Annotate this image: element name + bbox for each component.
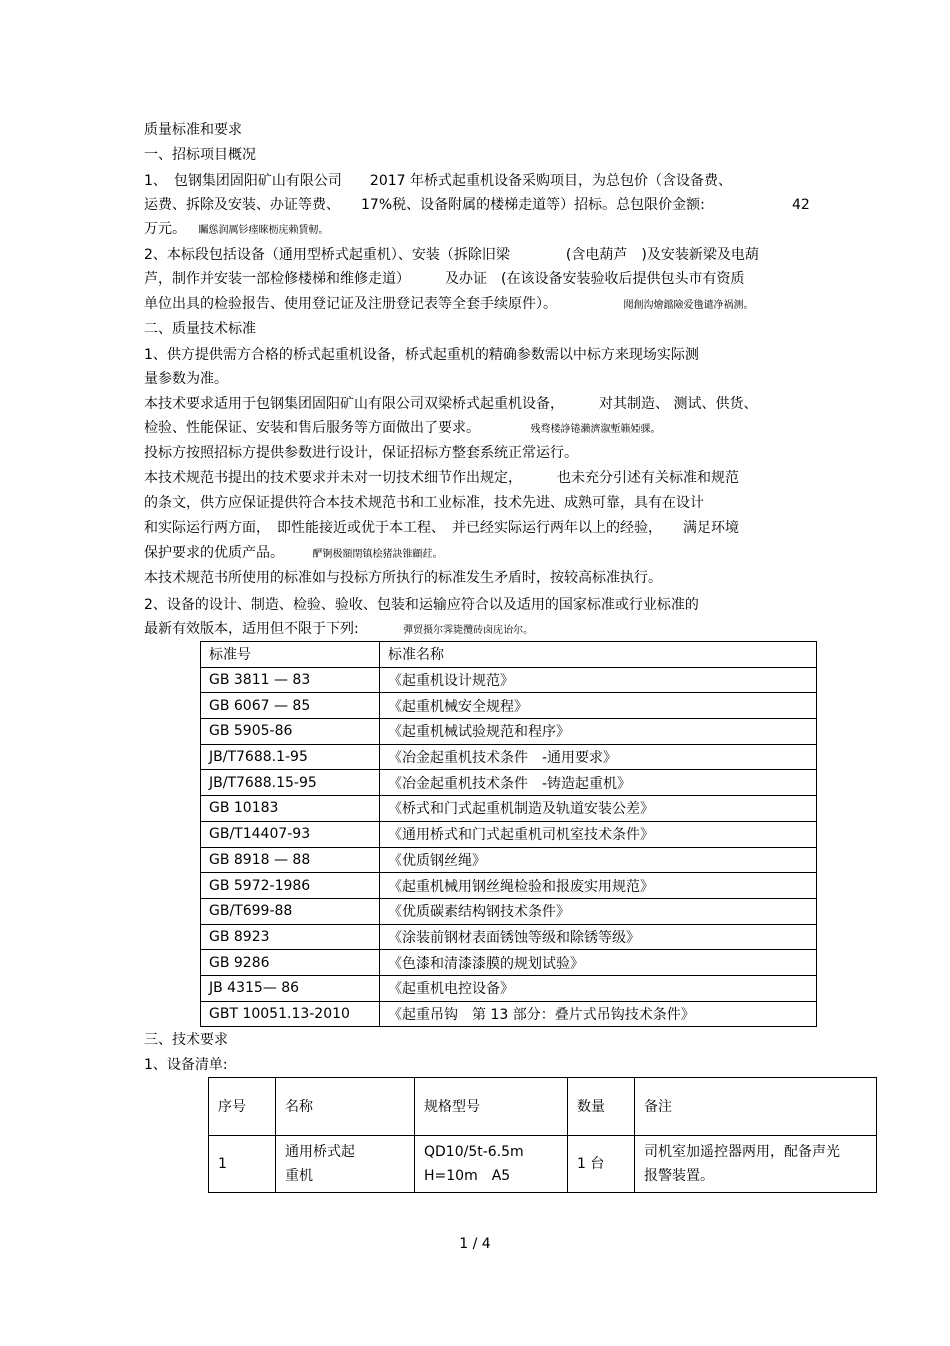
standard-name: 《桥式和门式起重机制造及轨道安装公差》	[380, 796, 817, 822]
standard-number: GBT 10051.13-2010	[201, 1001, 380, 1027]
standards-table	[200, 641, 817, 1027]
section1-p2-line2: 芦，制作并安装一部检修楼梯和维修走道） 及办证 (在该设备安装验收后提供包头市有资质	[144, 271, 745, 287]
table-row	[201, 847, 817, 873]
equipment-header-no: 序号	[209, 1078, 276, 1136]
equipment-name-line2: 重机	[285, 1168, 313, 1184]
section1-p1-line2-text: 运费、拆除及安装、办证等费、 17%税、设备附属的楼梯走道等）招标。总包限价金额:	[144, 197, 705, 213]
table-row	[201, 924, 817, 950]
section2-p6-line1: 2、设备的设计、制造、检验、验收、包装和运输应符合以及适用的国家标准或行业标准的	[144, 597, 699, 613]
section2-heading: 二、质量技术标准	[144, 321, 256, 337]
equipment-note-line2: 报警装置。	[644, 1168, 714, 1184]
equipment-spec	[415, 1136, 568, 1193]
table-row	[201, 744, 817, 770]
section2-p1-line2: 量参数为准。	[144, 371, 228, 387]
section2-p1-line1: 1、供方提供需方合格的桥式起重机设备，桥式起重机的精确参数需以中标方来现场实际测	[144, 347, 699, 363]
section1-p2-line3	[144, 295, 753, 315]
equipment-header-name: 名称	[276, 1078, 415, 1136]
table-row	[209, 1136, 877, 1193]
section1-p1-line1: 1、 包钢集团固阳矿山有限公司 2017 年桥式起重机设备采购项目，为总包价（含设备费、	[144, 173, 732, 189]
standard-number: JB/T7688.1-95	[201, 744, 380, 770]
standard-number: GB/T699-88	[201, 898, 380, 924]
section3-sub1: 1、设备清单:	[144, 1057, 228, 1073]
table-row	[201, 898, 817, 924]
document-title: 质量标准和要求	[144, 122, 242, 138]
section1-heading: 一、招标项目概况	[144, 147, 256, 163]
section1-p2-line3-text: 单位出具的检验报告、使用登记证及注册登记表等全套手续原件）。	[144, 296, 557, 312]
table-row	[201, 950, 817, 976]
section1-amount: 42	[792, 197, 810, 213]
section2-p6-line2	[144, 620, 533, 640]
standard-number: GB 8918 — 88	[201, 847, 380, 873]
section1-p1-line3-text: 万元。	[144, 221, 186, 237]
equipment-name-line1: 通用桥式起	[285, 1144, 355, 1160]
standard-number: GB 5972-1986	[201, 873, 380, 899]
section2-p2-garble: 残骛楼諍锩瀨濟溆塹籟婭骒。	[530, 424, 661, 435]
section1-p2-line1: 2、本标段包括设备（通用型桥式起重机）、安装（拆除旧梁 (含电葫芦 )及安装新梁及电葫	[144, 247, 759, 263]
section2-p4-line4-text: 保护要求的优质产品。	[144, 545, 284, 561]
equipment-table	[208, 1077, 877, 1193]
standard-name: 《起重机械用钢丝绳检验和报废实用规范》	[380, 873, 817, 899]
standard-name: 《冶金起重机技术条件 -铸造起重机》	[380, 770, 817, 796]
section3-heading: 三、技术要求	[144, 1032, 228, 1048]
equipment-qty: 1 台	[568, 1136, 635, 1193]
section2-p4-line1: 本技术规范书提出的技术要求并未对一切技术细节作出规定， 也未充分引述有关标准和规范	[144, 470, 739, 486]
section1-p2-garble: 聞創沟燴鐺險爱氇谴净祸测。	[623, 300, 754, 311]
standards-header-number: 标准号	[201, 642, 380, 668]
section2-p6-line2-text: 最新有效版本，适用但不限于下列:	[144, 621, 359, 637]
table-row	[201, 796, 817, 822]
equipment-header-row	[209, 1078, 877, 1136]
standard-number: GB 8923	[201, 924, 380, 950]
section2-p4-garble: 酽锕极額閉镇桧猪訣锥顧荭。	[312, 549, 443, 560]
table-row	[201, 667, 817, 693]
section2-p2-line2	[144, 419, 660, 439]
table-row	[201, 975, 817, 1001]
equipment-spec-line1: QD10/5t-6.5m	[424, 1144, 524, 1160]
standard-number: GB 10183	[201, 796, 380, 822]
standard-number: GB/T14407-93	[201, 821, 380, 847]
equipment-header-qty: 数量	[568, 1078, 635, 1136]
section1-p1-line3	[144, 220, 328, 240]
standard-name: 《色漆和清漆漆膜的规划试验》	[380, 950, 817, 976]
table-row	[201, 770, 817, 796]
standards-header-name: 标准名称	[380, 642, 817, 668]
section2-p4-line2: 的条文，供方应保证提供符合本技术规范书和工业标准，技术先进、成熟可靠，具有在设计	[144, 495, 704, 511]
section1-p1-line2	[144, 196, 705, 214]
section2-p5: 本技术规范书所使用的标准如与投标方所执行的标准发生矛盾时，按较高标准执行。	[144, 570, 662, 586]
table-row	[201, 1001, 817, 1027]
standards-header-row	[201, 642, 817, 668]
section1-p1-garble: 矚慫润厲钐瘗睞枥庑赖賃軔。	[198, 225, 329, 236]
standard-number: GB 5905-86	[201, 719, 380, 745]
standard-number: GB 3811 — 83	[201, 667, 380, 693]
section2-p4-line4	[144, 544, 442, 564]
standard-name: 《起重机械安全规程》	[380, 693, 817, 719]
equipment-note-line1: 司机室加遥控器两用，配备声光	[644, 1144, 840, 1160]
equipment-header-note: 备注	[635, 1078, 877, 1136]
standard-name: 《起重机设计规范》	[380, 667, 817, 693]
equipment-spec-line2: H=10m A5	[424, 1168, 511, 1184]
section2-p3: 投标方按照招标方提供参数进行设计，保证招标方整套系统正常运行。	[144, 445, 578, 461]
standard-name: 《涂装前钢材表面锈蚀等级和除锈等级》	[380, 924, 817, 950]
page-number: 1 / 4	[459, 1236, 491, 1252]
equipment-header-spec: 规格型号	[415, 1078, 568, 1136]
section2-p4-line3: 和实际运行两方面， 即性能接近或优于本工程、 并已经实际运行两年以上的经验， 满足环境	[144, 520, 739, 536]
standard-number: GB 9286	[201, 950, 380, 976]
table-row	[201, 693, 817, 719]
equipment-no: 1	[209, 1136, 276, 1193]
standard-number: JB 4315— 86	[201, 975, 380, 1001]
standard-name: 《优质碳素结构钢技术条件》	[380, 898, 817, 924]
section2-p2-line1: 本技术要求适用于包钢集团固阳矿山有限公司双梁桥式起重机设备， 对其制造、 测试、供货、	[144, 396, 758, 412]
section2-p6-garble: 彈贸摄尔霁毙攬砖卤庑诒尔。	[403, 625, 534, 636]
standard-number: JB/T7688.15-95	[201, 770, 380, 796]
table-row	[201, 821, 817, 847]
equipment-note	[635, 1136, 877, 1193]
standard-name: 《优质钢丝绳》	[380, 847, 817, 873]
table-row	[201, 719, 817, 745]
standard-name: 《冶金起重机技术条件 -通用要求》	[380, 744, 817, 770]
standard-name: 《通用桥式和门式起重机司机室技术条件》	[380, 821, 817, 847]
section2-p2-line2-text: 检验、性能保证、安装和售后服务等方面做出了要求。	[144, 420, 480, 436]
standard-number: GB 6067 — 85	[201, 693, 380, 719]
table-row	[201, 873, 817, 899]
standard-name: 《起重机械试验规范和程序》	[380, 719, 817, 745]
equipment-name	[276, 1136, 415, 1193]
standard-name: 《起重吊钩 第 13 部分：叠片式吊钩技术条件》	[380, 1001, 817, 1027]
standard-name: 《起重机电控设备》	[380, 975, 817, 1001]
